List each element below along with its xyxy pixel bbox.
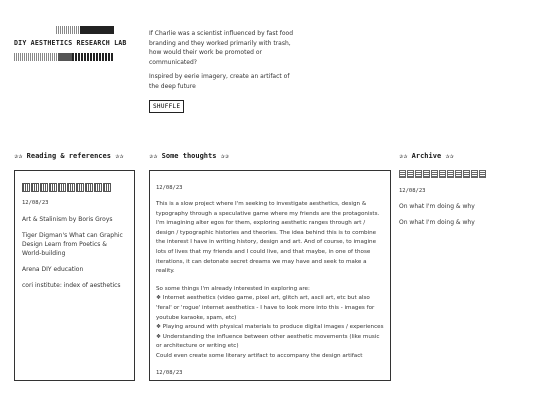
thoughts-list-intro: So some things I'm already interested in exploring are:: [156, 285, 310, 292]
logo-pixel-bar-bottom: [14, 53, 114, 61]
references-heading: [14, 152, 124, 160]
archive-section: [399, 170, 519, 235]
reference-link[interactable]: Tiger Digman's What can Graphic Design Learn from Poetics & World-building: [22, 232, 123, 257]
thoughts-heading: [149, 152, 229, 160]
references-panel: [14, 170, 135, 381]
thoughts-date-top: 12/08/23: [156, 185, 183, 191]
prompt-instruction: Inspired by eerie imagery, create an artifact of the deep future: [149, 73, 290, 90]
list-item[interactable]: [22, 215, 127, 224]
list-item[interactable]: [22, 265, 127, 274]
references-list: [22, 215, 127, 290]
thoughts-bullet: ❖ Internet aesthetics (video game, pixel art, glitch art, ascii art, etc but also 'feral' or 'rogue' internet aesthetics - I have to look more into this - images for youtube karaoke, spam, etc): [156, 295, 375, 321]
list-item[interactable]: [22, 281, 127, 290]
thoughts-body: [156, 200, 384, 362]
archive-heading-label: Archive: [411, 152, 442, 160]
list-item[interactable]: [22, 231, 127, 258]
archive-link[interactable]: On what I'm doing & why: [399, 203, 475, 210]
references-pixel-title: [22, 183, 127, 192]
references-heading-label: Reading & references: [26, 152, 111, 160]
archive-heading: [399, 152, 454, 160]
archive-date: 12/08/23: [399, 188, 426, 194]
sparkle-icon: ✰✰: [445, 152, 454, 160]
reference-link[interactable]: cori institute: index of aesthetics: [22, 282, 121, 289]
thoughts-panel: [149, 170, 391, 381]
reference-link[interactable]: Art & Stalinism by Boris Groys: [22, 216, 113, 223]
list-item[interactable]: [399, 219, 519, 226]
list-item[interactable]: [399, 203, 519, 210]
thoughts-date-bottom: 12/08/23: [156, 369, 183, 376]
sparkle-icon: ✰✰: [220, 152, 230, 160]
references-date: 12/08/23: [22, 200, 49, 206]
prompt-generator: [149, 29, 299, 113]
reference-link[interactable]: Arena DIY education: [22, 266, 84, 273]
prompt-question: If Charlie was a scientist influenced by fast food branding and they worked primarily with trash, how would their work be promoted or communicated?: [149, 30, 294, 66]
thoughts-closing: Could even create some literary artifact to accompany the design artifact: [156, 352, 363, 359]
thoughts-heading-label: Some thoughts: [161, 152, 217, 160]
archive-list: [399, 203, 519, 226]
thoughts-paragraph: This is a slow project where I'm seeking to investigate aesthetics, design & typography through a speculative game where my friends are the protagonists. I'm imagining alter egos for them, exploring aesthetic ranges through art / design / typographic histories and theories. The idea behind this is to combine the interest I have in writing history, design and art. And of course, to imagine lots of lives that my friends and I could live, and that maybe, in one of those iterations, it can detonate secret dreams we may have and seek to make a reality.: [156, 201, 380, 275]
archive-link[interactable]: On what I'm doing & why: [399, 219, 475, 226]
sparkle-icon: ✰✰: [149, 152, 158, 160]
site-title: DIY AESTHETICS RESEARCH LAB: [14, 39, 127, 47]
shuffle-button[interactable]: SHUFFLE: [149, 100, 184, 113]
logo-pixel-bar-top: [14, 26, 114, 34]
sparkle-icon: ✰✰: [115, 152, 124, 160]
site-logo[interactable]: [14, 26, 127, 61]
sparkle-icon: ✰✰: [399, 152, 408, 160]
thoughts-bullet: ❖ Playing around with physical materials to produce digital images / experiences: [156, 324, 384, 331]
thoughts-bullet: ❖ Understanding the influence between other aesthetic movements (like music or architecture or writing etc): [156, 333, 380, 350]
archive-pixel-title: [399, 170, 519, 178]
sparkle-icon: ✰✰: [14, 152, 23, 160]
